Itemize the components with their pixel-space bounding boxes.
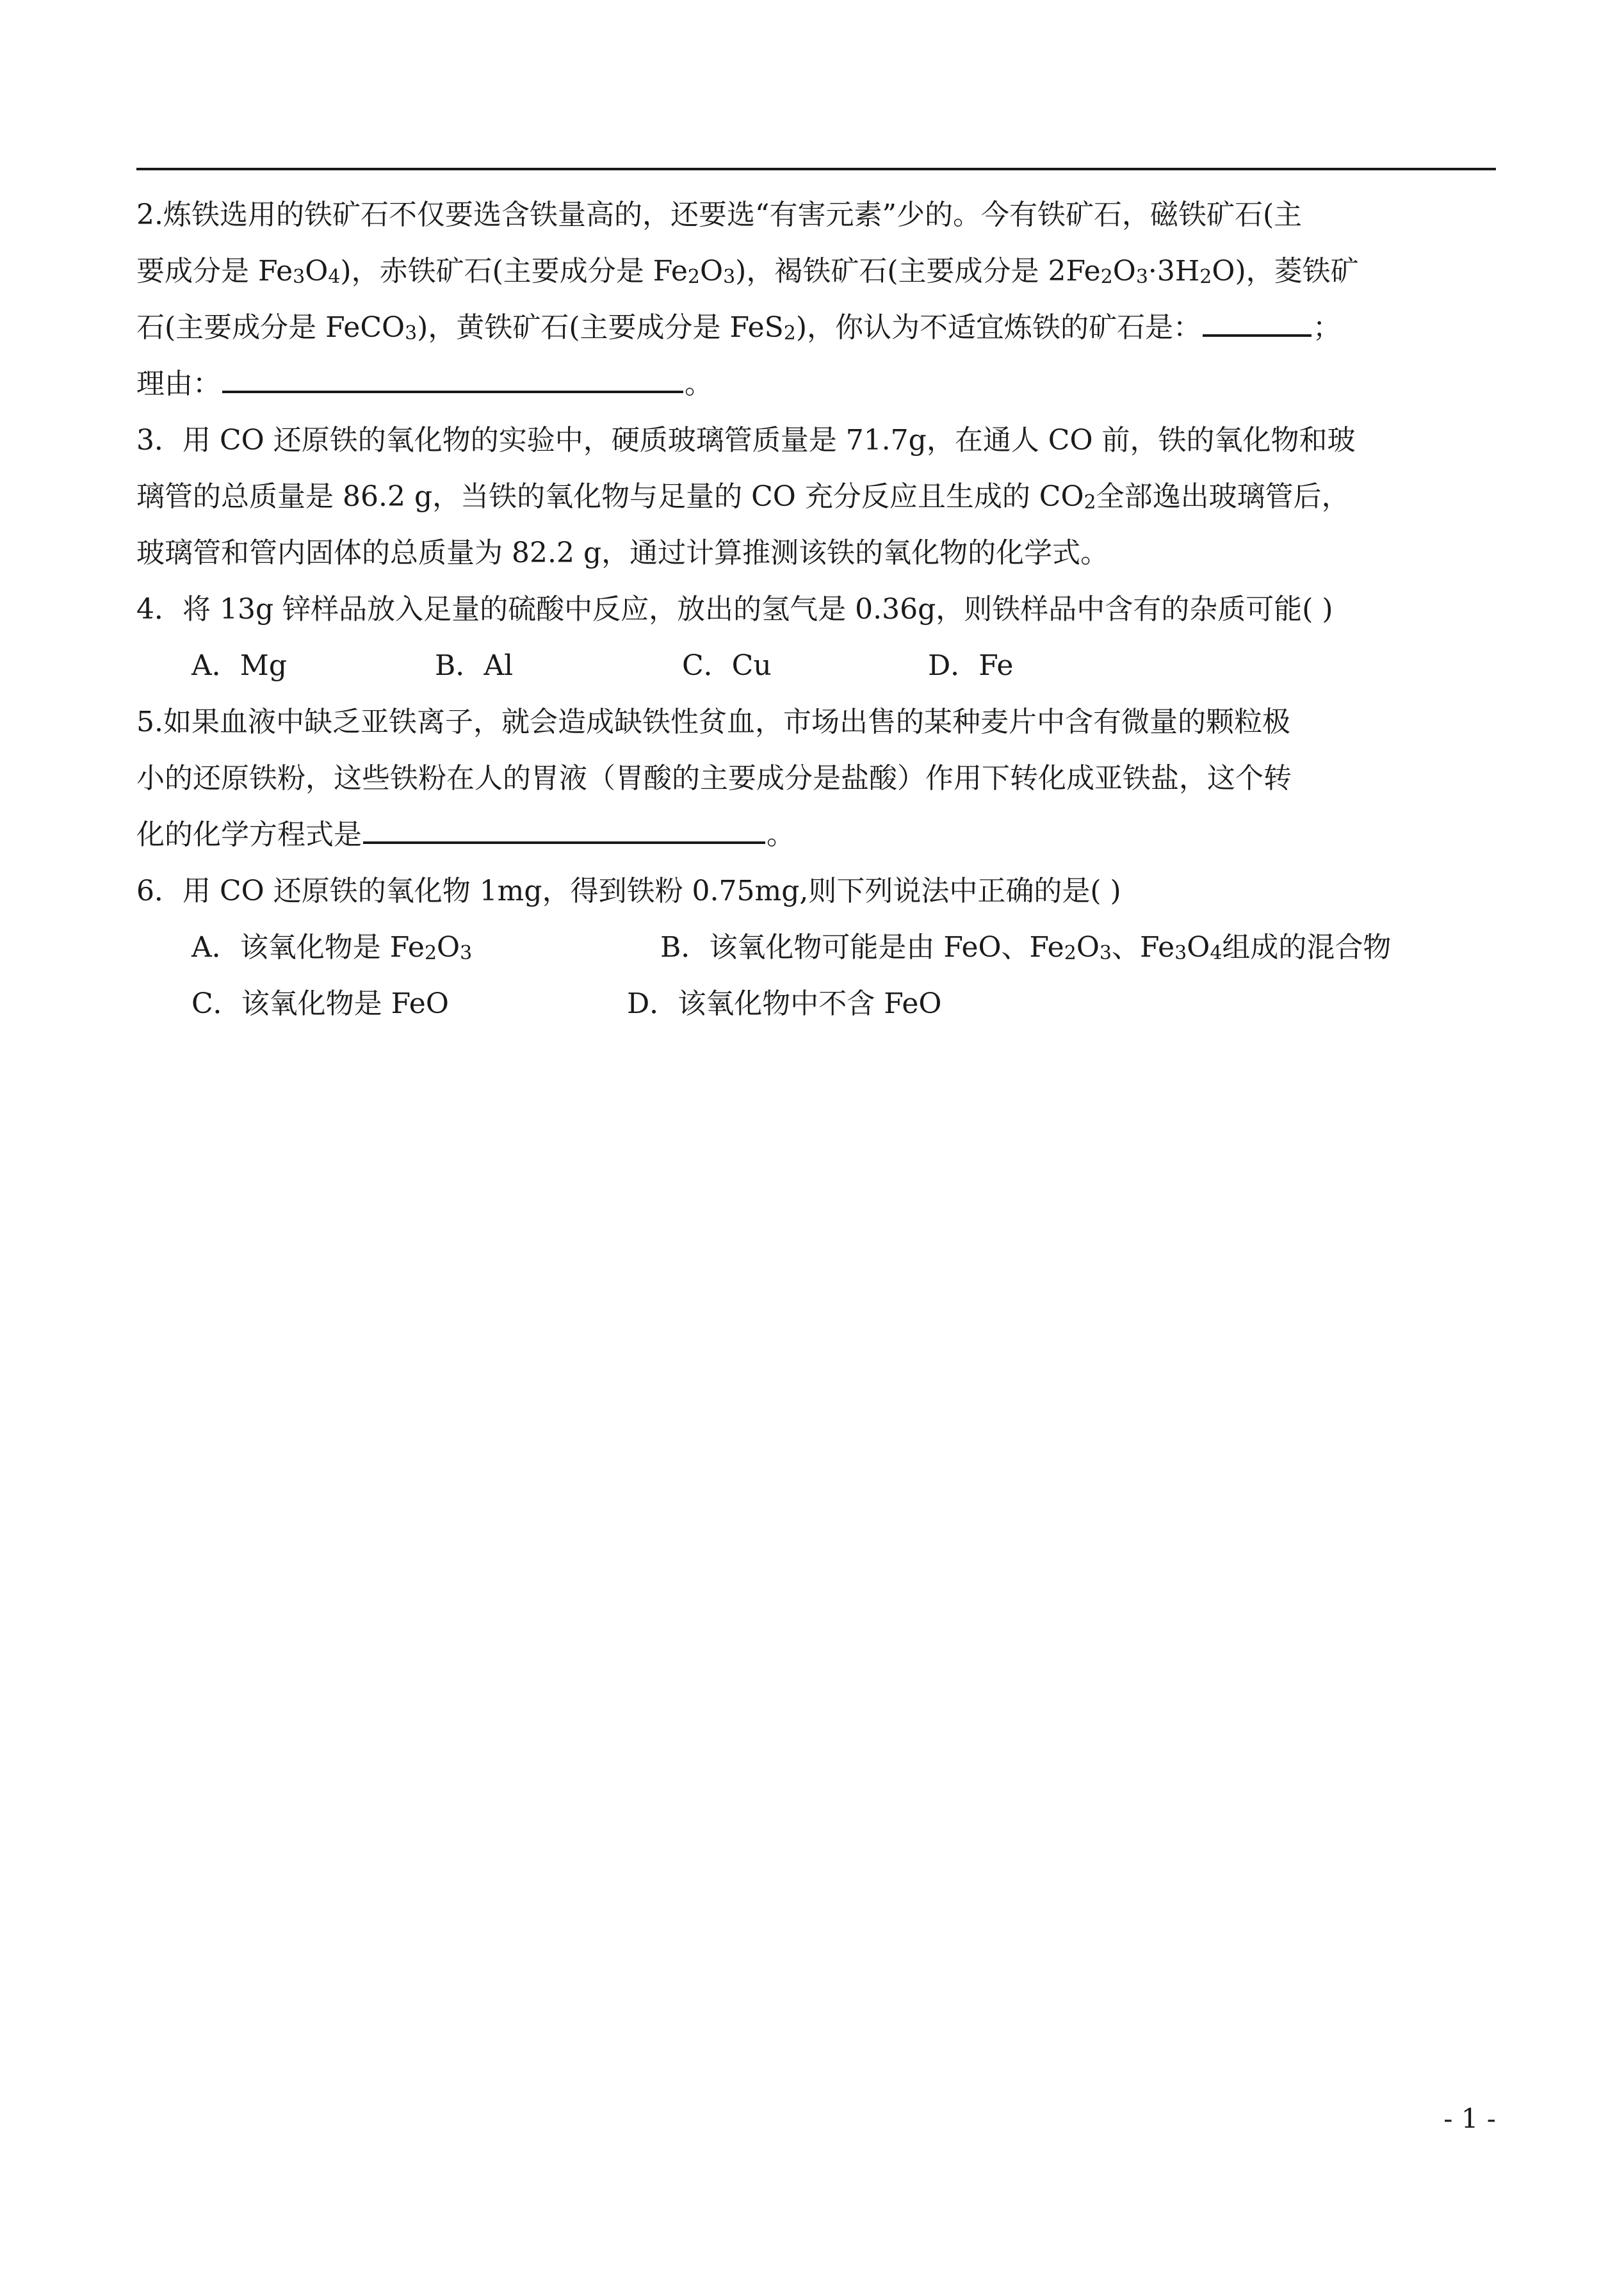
option-a[interactable]: A．Mg <box>191 649 287 682</box>
question-3-line-1: 3．用 CO 还原铁的氧化物的实验中，硬质玻璃管质量是 71.7g，在通人 CO 前，铁的氧化物和玻 <box>136 424 1356 457</box>
question-5-line-1: 5.如果血液中缺乏亚铁离子，就会造成缺铁性贫血，市场出售的某种麦片中含有微量的颗粒极 <box>136 706 1290 738</box>
question-3-line-3: 玻璃管和管内固体的总质量为 82.2 g，通过计算推测该铁的氧化物的化学式。 <box>136 537 1109 569</box>
option-a[interactable]: A．该氧化物是 $Fe_2O_3$ <box>191 931 473 964</box>
option-c[interactable]: C．该氧化物是 FeO <box>191 987 449 1020</box>
question-2-line-4: 理由： 。 <box>136 356 1497 412</box>
option-d[interactable]: D．Fe <box>928 649 1014 682</box>
question-4-options <box>136 638 1497 694</box>
page-number: - 1 - <box>1443 2103 1496 2134</box>
question-6-stem: 6．用 CO 还原铁的氧化物 1mg，得到铁粉 0.75mg,则下列说法中正确的是( ) <box>136 875 1121 907</box>
option-d[interactable]: D．该氧化物中不含 FeO <box>627 987 942 1020</box>
question-2-line-1: 2.炼铁选用的铁矿石不仅要选含铁量高的，还要选“有害元素”少的。今有铁矿石，磁铁矿石(主 <box>136 199 1303 231</box>
question-2-line-2: 要成分是 Fe $_3$ O $_4$ )，赤铁矿石(主要成分是 Fe $_2$ O $_3$ )，褐铁矿石(主要成分是 2Fe $_2$ O $_3$ ·3H $_2$ O)，菱铁矿 <box>136 255 1359 288</box>
question-6-options-row-1 <box>136 920 1497 976</box>
header-rule <box>136 168 1496 170</box>
question-3-line-2: 璃管的总质量是 86.2 g，当铁的氧化物与足量的 CO 充分反应且生成的 CO $_2$ 全部逸出玻璃管后， <box>136 480 1350 514</box>
option-b[interactable]: B．Al <box>435 649 514 682</box>
answer-blank-equation[interactable] <box>363 809 765 844</box>
option-b[interactable]: B．该氧化物可能是由 FeO、$Fe_2O_3$、$Fe_3O_4$组成的混合物 <box>660 931 1392 964</box>
question-2-line-3: 石(主要成分是 FeCO $_3$ )，黄铁矿石(主要成分是 FeS $_2$ )，你认为不适宜炼铁的矿石是： ； <box>136 300 1497 356</box>
question-5-line-2: 小的还原铁粉，这些铁粉在人的胃液（胃酸的主要成分是盐酸）作用下转化成亚铁盐，这个转 <box>136 762 1292 795</box>
worksheet-body <box>136 187 1497 1032</box>
answer-blank-reason[interactable] <box>222 359 683 393</box>
question-6-options-row-2 <box>136 976 1497 1032</box>
option-c[interactable]: C．Cu <box>682 649 772 682</box>
question-5-line-3: 化的化学方程式是 。 <box>136 807 1497 863</box>
answer-blank-ore[interactable] <box>1203 302 1311 337</box>
question-4-stem: 4．将 13g 锌样品放入足量的硫酸中反应，放出的氢气是 0.36g，则铁样品中含有的杂质可能( ) <box>136 593 1333 626</box>
